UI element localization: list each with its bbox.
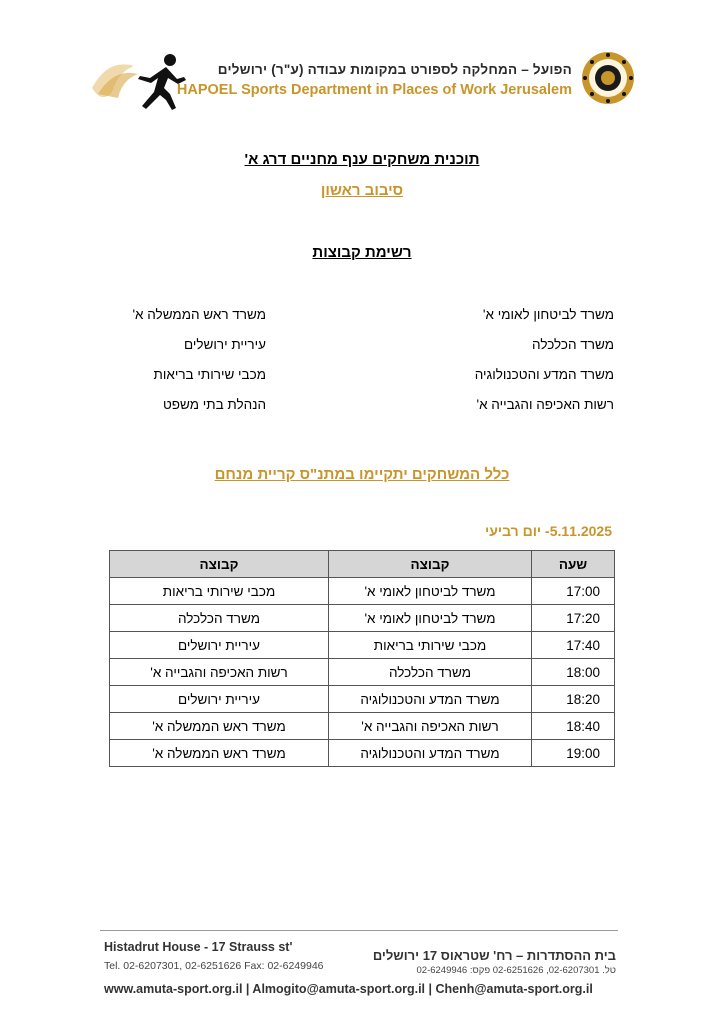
- cell-time: 17:20: [532, 605, 615, 632]
- cell-team: משרד ראש הממשלה א': [110, 740, 329, 767]
- cell-time: 18:20: [532, 686, 615, 713]
- cell-team: מכבי שירותי בריאות: [110, 578, 329, 605]
- letterhead: [88, 46, 636, 116]
- footer-address-english: Histadrut House - 17 Strauss st': [104, 940, 293, 954]
- team-item: הנהלת בתי משפט: [162, 397, 266, 412]
- teams-heading: רשימת קבוצות: [312, 244, 412, 261]
- teams-list-left: [66, 305, 266, 425]
- cell-team: עיריית ירושלים: [110, 686, 329, 713]
- header-time: שעה: [532, 551, 615, 578]
- footer-phone-hebrew: טל. 02-6207301, 02-6251626 פקס: 02-6249946: [416, 965, 616, 976]
- document-title: תוכנית משחקים ענף מחניים דרג א': [244, 151, 480, 168]
- team-item: משרד המדע והטכנולוגיה: [474, 367, 614, 382]
- cell-team: רשות האכיפה והגבייה א': [110, 659, 329, 686]
- cell-team: רשות האכיפה והגבייה א': [329, 713, 532, 740]
- teams-list-right: [354, 305, 614, 425]
- header-team: קבוצה: [110, 551, 329, 578]
- team-item: עיריית ירושלים: [183, 337, 266, 352]
- cell-team: משרד לביטחון לאומי א': [329, 578, 532, 605]
- table-row: [110, 713, 615, 740]
- cell-time: 17:40: [532, 632, 615, 659]
- table-row: [110, 659, 615, 686]
- date-line: 5.11.2025- יום רביעי: [485, 523, 612, 539]
- header-title-english: HAPOEL Sports Department in Places of Work Jerusalem: [176, 82, 572, 98]
- table-header-row: [110, 551, 615, 578]
- runner-logo-icon: [88, 48, 192, 112]
- cell-team: משרד הכלכלה: [329, 659, 532, 686]
- cell-time: 18:40: [532, 713, 615, 740]
- cell-team: משרד המדע והטכנולוגיה: [329, 686, 532, 713]
- team-item: משרד הכלכלה: [532, 337, 614, 352]
- schedule-table: [109, 550, 615, 767]
- cell-team: עיריית ירושלים: [110, 632, 329, 659]
- table-row: [110, 740, 615, 767]
- cell-time: 18:00: [532, 659, 615, 686]
- footer-address-hebrew: בית ההסתדרות – רח' שטראוס 17 ירושלים: [372, 948, 616, 963]
- cell-time: 19:00: [532, 740, 615, 767]
- footer-divider: [100, 930, 618, 931]
- cell-time: 17:00: [532, 578, 615, 605]
- cell-team: משרד הכלכלה: [110, 605, 329, 632]
- header-title-hebrew: הפועל – המחלקה לספורט במקומות עבודה (ע"ר) ירושלים: [217, 62, 572, 77]
- table-row: [110, 686, 615, 713]
- team-item: מכבי שירותי בריאות: [153, 367, 266, 382]
- table-row: [110, 578, 615, 605]
- footer-phone-english: Tel. 02-6207301, 02-6251626 Fax: 02-6249946: [104, 960, 324, 972]
- team-item: משרד ראש הממשלה א': [132, 307, 266, 322]
- venue-note: כלל המשחקים יתקיימו במתנ"ס קריית מנחם: [214, 466, 510, 483]
- seal-logo-icon: [580, 50, 636, 106]
- table-row: [110, 632, 615, 659]
- round-label: סיבוב ראשון: [320, 182, 404, 199]
- header-team: קבוצה: [329, 551, 532, 578]
- team-item: משרד לביטחון לאומי א': [482, 307, 614, 322]
- cell-team: משרד המדע והטכנולוגיה: [329, 740, 532, 767]
- cell-team: משרד ראש הממשלה א': [110, 713, 329, 740]
- cell-team: מכבי שירותי בריאות: [329, 632, 532, 659]
- footer-web-emails[interactable]: www.amuta-sport.org.il | Almogito@amuta-sport.org.il | Chenh@amuta-sport.org.il: [104, 982, 593, 996]
- table-row: [110, 605, 615, 632]
- team-item: רשות האכיפה והגבייה א': [476, 397, 614, 412]
- cell-team: משרד לביטחון לאומי א': [329, 605, 532, 632]
